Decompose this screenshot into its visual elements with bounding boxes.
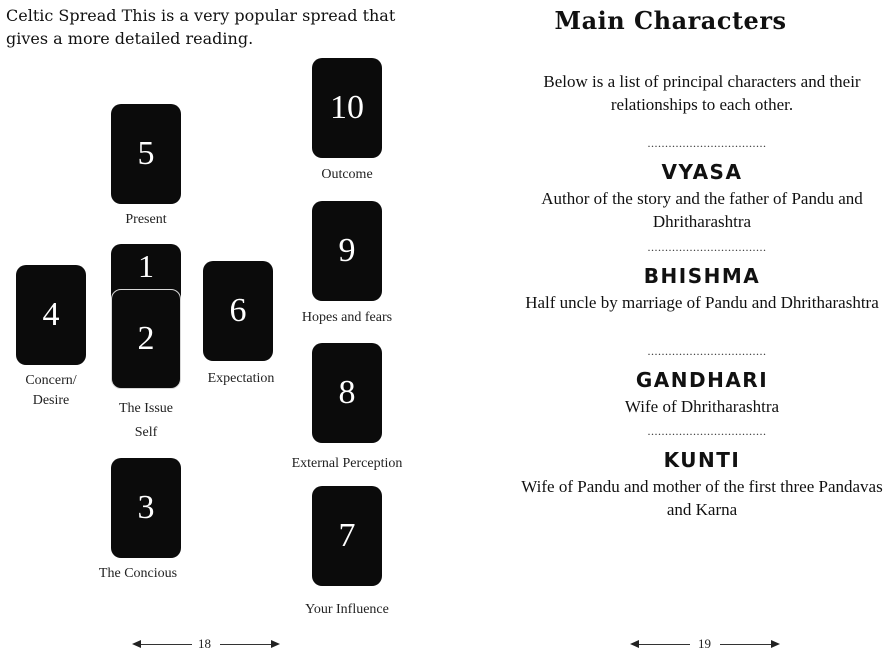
card-9: 9 (312, 201, 382, 301)
character-description: Author of the story and the father of Pandu and Dhritharashtra (541, 189, 863, 231)
separator: .................................. (647, 344, 767, 358)
character-description: Half uncle by marriage of Pandu and Dhritharashtra (525, 293, 879, 312)
card-8: 8 (312, 343, 382, 443)
character-name: VYASA (661, 160, 743, 184)
label-external-perception: External Perception (291, 456, 403, 471)
character-description: Wife of Pandu and mother of the first three Pandavas and Karna (521, 477, 883, 519)
separator: .................................. (647, 240, 767, 254)
arrow-right-icon (720, 644, 776, 645)
card-5: 5 (111, 104, 181, 204)
spread-intro: Celtic Spread This is a very popular spread that gives a more detailed reading. (6, 6, 396, 48)
page-number: 18 (198, 636, 211, 651)
label-concious: The Concious (98, 566, 178, 581)
card-6: 6 (203, 261, 273, 361)
label-expectation: Expectation (207, 371, 275, 386)
card-4: 4 (16, 265, 86, 365)
character-name: BHISHMA (643, 264, 761, 288)
card-3: 3 (111, 458, 181, 558)
label-your-influence: Your Influence (305, 602, 389, 617)
character-name: GANDHARI (635, 368, 769, 392)
arrow-right-icon (220, 644, 276, 645)
card-7: 7 (312, 486, 382, 586)
label-hopes-fears: Hopes and fears (301, 310, 393, 325)
card-1: 1 (111, 244, 181, 344)
right-page (447, 0, 894, 658)
page-subtitle: Below is a list of principal characters and their relationships to each other. (543, 72, 861, 114)
label-present: Present (125, 212, 167, 227)
page-number: 19 (698, 636, 711, 651)
label-concern-desire: Concern/ Desire (25, 373, 77, 408)
page-title: Main Characters (554, 6, 787, 35)
arrow-left-icon (634, 644, 690, 645)
character-name: KUNTI (663, 448, 741, 472)
separator: .................................. (647, 136, 767, 150)
label-issue-self: The Issue Self (118, 401, 174, 440)
card-2: 2 (111, 289, 181, 389)
separator: .................................. (647, 424, 767, 438)
arrow-left-icon (136, 644, 192, 645)
label-outcome: Outcome (321, 167, 373, 182)
character-description: Wife of Dhritharashtra (624, 397, 780, 416)
card-10: 10 (312, 58, 382, 158)
